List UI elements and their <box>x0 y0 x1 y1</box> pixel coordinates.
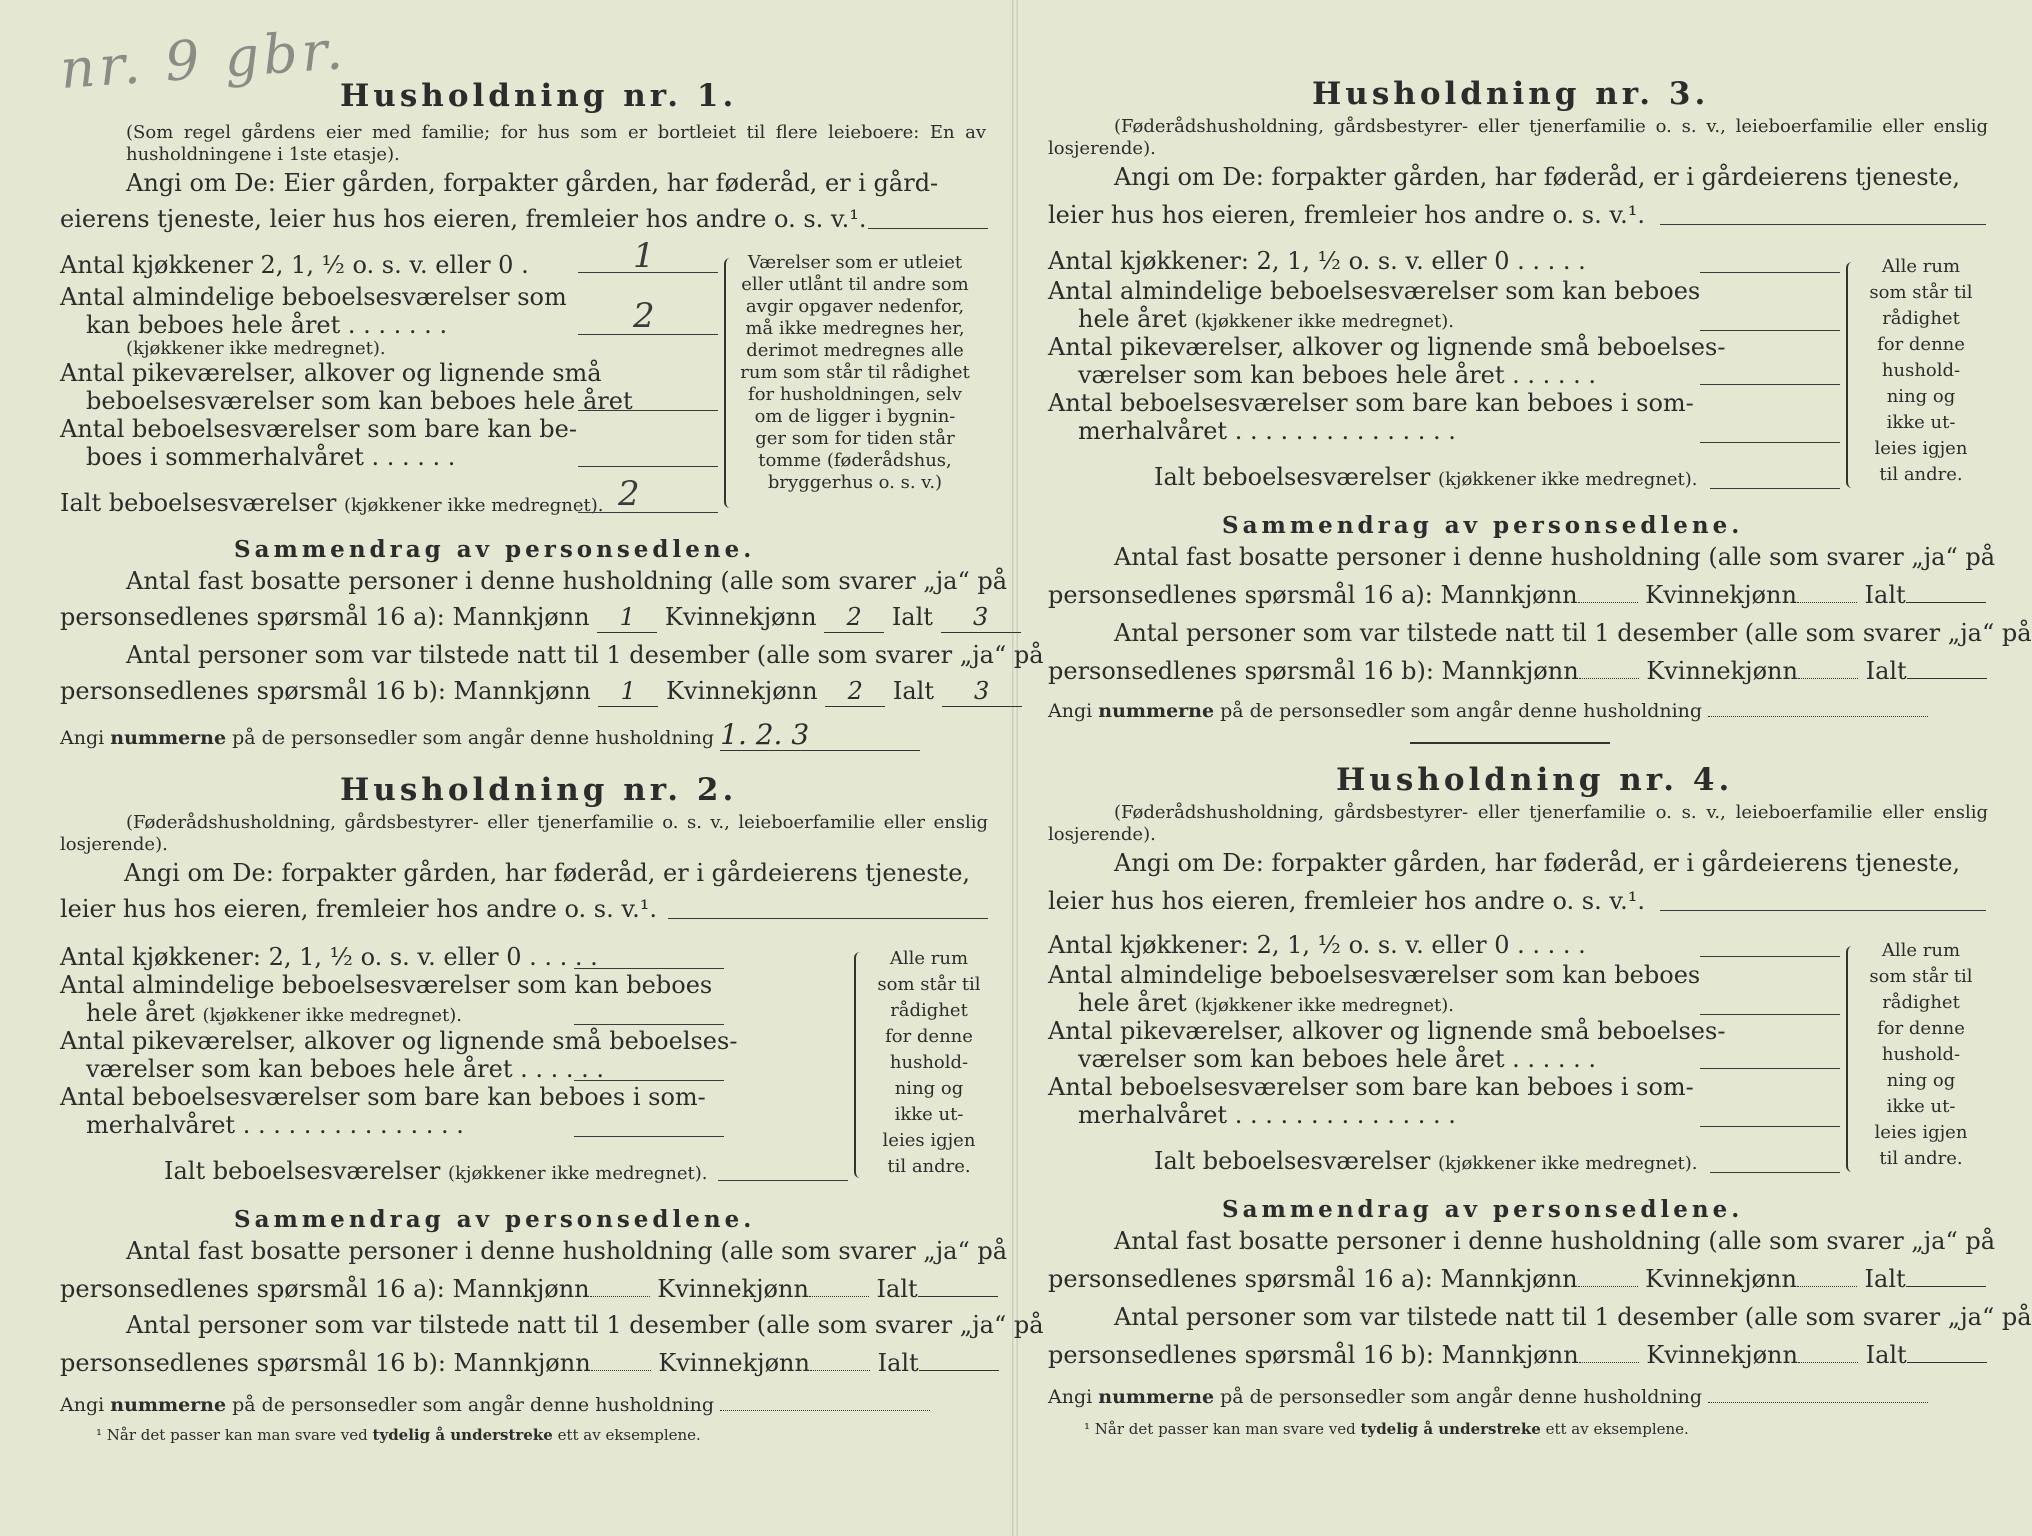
h4-ialt-line <box>1710 1172 1840 1173</box>
h4-side-line: hushold- <box>1881 1044 1961 1065</box>
h4-footnote-post: ett av eksemplene. <box>1545 1420 1689 1438</box>
h3-fast-kvinne-blank <box>1797 602 1857 603</box>
h1-side-line: for husholdningen, selv <box>748 384 962 405</box>
h2-nummer-bold: nummerne <box>110 1394 227 1416</box>
h2-ialt-sub: (kjøkkener ikke medregnet). <box>447 1163 708 1184</box>
h4-pike-line <box>1700 1068 1840 1069</box>
h3-som-label1: Antal beboelsesværelser som bare kan beboes i som- <box>1048 389 1694 417</box>
h1-side-line: må ikke medregnes her, <box>745 318 965 339</box>
h1-tils-kvinne-label: Kvinnekjønn <box>665 677 818 705</box>
h2-sum-title: Sammendrag av personsedlene. <box>234 1206 756 1233</box>
h1-sum-title: Sammendrag av personsedlene. <box>234 536 756 563</box>
h3-side-line: for denne <box>1877 334 1965 355</box>
h3-tils-mann-label: personsedlenes spørsmål 16 b): Mannkjønn <box>1048 657 1579 685</box>
h2-side-line: ning og <box>894 1078 964 1099</box>
h2-kjokken-line <box>574 968 724 969</box>
h2-ialt-text: Ialt beboelsesværelser <box>164 1157 441 1185</box>
h3-fast-ialt-blank <box>1906 602 1986 603</box>
h3-tils-ialt-blank <box>1907 678 1987 679</box>
h3-alm-label1: Antal almindelige beboelsesværelser som kan beboes <box>1048 277 1701 305</box>
h1-brace <box>724 258 738 508</box>
h1-fast-ialt-text: 3 <box>972 603 989 631</box>
h1-tils-mann-text: 1 <box>620 677 636 705</box>
h3-side-line: rådighet <box>1882 308 1960 329</box>
h2-side-line: ikke ut- <box>894 1104 964 1125</box>
h2-nummer-line <box>60 1390 930 1420</box>
h2-angi-line2: leier hus hos eieren, fremleier hos andre o. s. v.¹. <box>60 895 657 923</box>
h4-fast-kvinne-label: Kvinnekjønn <box>1645 1265 1797 1293</box>
h4-alm-sub: (kjøkkener ikke medregnet). <box>1194 995 1455 1016</box>
h4-fast-mann-label: personsedlenes spørsmål 16 a): Mannkjønn <box>1048 1265 1578 1293</box>
h1-som-label2: boes i sommerhalvåret . . . . . . <box>86 443 456 471</box>
h4-tils-line1: Antal personer som var tilstede natt til 1 desember (alle som svarer „ja“ på <box>1114 1303 2032 1331</box>
h2-tils-mann-label: personsedlenes spørsmål 16 b): Mannkjønn <box>60 1349 591 1377</box>
h2-side-line: hushold- <box>889 1052 969 1073</box>
h1-kjokken-value: 1 <box>633 236 655 276</box>
h2-som-label2: merhalvåret . . . . . . . . . . . . . . . <box>86 1111 464 1139</box>
h4-note: (Føderådshusholdning, gårdsbestyrer- eller tjenerfamilie o. s. v., leieboerfamilie eller enslig losjerende). <box>1048 802 1988 845</box>
h1-side-line: rum som står til rådighet <box>740 362 970 383</box>
h4-pike-label1: Antal pikeværelser, alkover og lignende små beboelses- <box>1048 1017 1726 1045</box>
h4-alm-line <box>1700 1014 1840 1015</box>
h3-fast-line2 <box>1048 580 1986 610</box>
h1-tils-kvinne-text: 2 <box>847 677 863 705</box>
h4-nummer-post: på de personsedler som angår denne husholdning <box>1220 1386 1703 1408</box>
h3-ialt-text: Ialt beboelsesværelser <box>1154 463 1431 491</box>
h4-tils-ialt-label: Ialt <box>1865 1341 1907 1369</box>
h2-tils-mann-blank <box>591 1370 651 1371</box>
h3-side-note <box>1866 254 1976 488</box>
h3-side-line: til andre. <box>1879 464 1963 485</box>
h2-side-line: til andre. <box>887 1156 971 1177</box>
h2-kjokken-label: Antal kjøkkener: 2, 1, ½ o. s. v. eller 0 . . . . . <box>60 943 598 971</box>
h4-sum-title: Sammendrag av personsedlene. <box>1222 1196 1744 1223</box>
h1-som-line <box>578 466 718 467</box>
h2-note: (Føderådshusholdning, gårdsbestyrer- eller tjenerfamilie o. s. v., leieboerfamilie eller enslig losjerende). <box>60 812 988 855</box>
h1-nummer-pre: Angi <box>60 727 105 749</box>
h3-fast-mann-label: personsedlenes spørsmål 16 a): Mannkjønn <box>1048 581 1578 609</box>
h3-nummer-post: på de personsedler som angår denne husholdning <box>1220 700 1703 722</box>
h2-fast-line2 <box>60 1274 998 1304</box>
h1-fast-mann-label: personsedlenes spørsmål 16 a): Mannkjønn <box>60 603 590 631</box>
h2-pike-line <box>574 1080 724 1081</box>
h2-alm-sub: (kjøkkener ikke medregnet). <box>202 1005 463 1026</box>
h4-side-line: ikke ut- <box>1886 1096 1956 1117</box>
h1-nummer-value <box>720 720 920 751</box>
h4-fast-ialt-blank <box>1906 1286 1986 1287</box>
h1-ialt-label <box>60 488 604 521</box>
h3-tils-kvinne-blank <box>1798 678 1858 679</box>
h1-som-label1: Antal beboelsesværelser som bare kan be- <box>60 415 577 443</box>
h4-footnote-pre: ¹ Når det passer kan man svare ved <box>1084 1420 1356 1438</box>
h1-alm-value: 2 <box>633 296 655 336</box>
h2-alm-label1: Antal almindelige beboelsesværelser som kan beboes <box>60 971 713 999</box>
h3-alm-text: hele året <box>1078 305 1187 333</box>
h4-side-line: rådighet <box>1882 992 1960 1013</box>
h2-fast-mann-label: personsedlenes spørsmål 16 a): Mannkjønn <box>60 1275 590 1303</box>
h1-side-line: Værelser som er utleiet <box>747 252 963 273</box>
h1-tils-ialt-text: 3 <box>973 677 990 705</box>
h2-alm-text: hele året <box>86 999 195 1027</box>
h1-alm-label3: (kjøkkener ikke medregnet). <box>126 338 386 359</box>
h3-nummer-line <box>1048 696 1928 726</box>
h2-tils-ialt-label: Ialt <box>877 1349 919 1377</box>
h2-fast-kvinne-blank <box>809 1296 869 1297</box>
h2-angi-line1: Angi om De: forpakter gården, har føderåd, er i gårdeierens tjeneste, <box>124 859 971 887</box>
h4-angi-line1: Angi om De: forpakter gården, har føderåd, er i gårdeierens tjeneste, <box>1114 849 1961 877</box>
h3-side-line: leies igjen <box>1874 438 1968 459</box>
h1-ialt-line <box>578 512 718 513</box>
h2-nummer-post: på de personsedler som angår denne husholdning <box>232 1394 715 1416</box>
h1-tils-kvinne-value <box>825 676 885 707</box>
h1-alm-label1: Antal almindelige beboelsesværelser som <box>60 283 567 311</box>
h4-ialt-label <box>1154 1146 1698 1179</box>
h4-tils-ialt-blank <box>1907 1362 1987 1363</box>
h3-tils-line2 <box>1048 656 1987 686</box>
h1-tils-line1: Antal personer som var tilstede natt til 1 desember (alle som svarer „ja“ på <box>126 641 1044 669</box>
h3-som-line <box>1700 442 1840 443</box>
h4-pike-label2: værelser som kan beboes hele året . . . . . . <box>1078 1045 1597 1073</box>
h2-side-note <box>874 946 984 1180</box>
h2-title: Husholdning nr. 2. <box>340 772 738 808</box>
h3-alm-sub: (kjøkkener ikke medregnet). <box>1194 311 1455 332</box>
h3-ialt-line <box>1710 488 1840 489</box>
h4-footnote-bold: tydelig å understreke <box>1360 1420 1541 1438</box>
h3-nummer-blank <box>1708 716 1928 717</box>
h3-nummer-bold: nummerne <box>1098 700 1215 722</box>
h2-tils-line2 <box>60 1348 999 1378</box>
h3-side-line: ikke ut- <box>1886 412 1956 433</box>
h4-fast-kvinne-blank <box>1797 1286 1857 1287</box>
h1-angi-line2: eierens tjeneste, leier hus hos eieren, fremleier hos andre o. s. v.¹. <box>60 205 867 233</box>
h3-angi-answer-line <box>1660 224 1986 225</box>
h4-fast-line2 <box>1048 1264 1986 1294</box>
h4-side-line: til andre. <box>1879 1148 1963 1169</box>
h2-footnote-post: ett av eksemplene. <box>557 1426 701 1444</box>
h1-fast-line2 <box>60 602 1021 633</box>
h3-fast-mann-blank <box>1578 602 1638 603</box>
h2-fast-kvinne-label: Kvinnekjønn <box>657 1275 809 1303</box>
h4-fast-ialt-label: Ialt <box>1864 1265 1906 1293</box>
h2-fast-ialt-label: Ialt <box>876 1275 918 1303</box>
h2-tils-kvinne-blank <box>810 1370 870 1371</box>
h4-angi-line2: leier hus hos eieren, fremleier hos andre o. s. v.¹. <box>1048 887 1645 915</box>
h4-ialt-sub: (kjøkkener ikke medregnet). <box>1437 1153 1698 1174</box>
h2-footnote-bold: tydelig å understreke <box>372 1426 553 1444</box>
h3-pike-label1: Antal pikeværelser, alkover og lignende små beboelses- <box>1048 333 1726 361</box>
h3-ialt-sub: (kjøkkener ikke medregnet). <box>1437 469 1698 490</box>
h2-side-line: for denne <box>885 1026 973 1047</box>
h4-footnote <box>1084 1420 1689 1438</box>
h4-kjokken-line <box>1700 956 1840 957</box>
h4-side-line: for denne <box>1877 1018 1965 1039</box>
h1-fast-kvinne-value <box>824 602 884 633</box>
h4-nummer-line <box>1048 1382 1928 1412</box>
h2-som-label1: Antal beboelsesværelser som bare kan beboes i som- <box>60 1083 706 1111</box>
h3-pike-label2: værelser som kan beboes hele året . . . . . . <box>1078 361 1597 389</box>
h4-tils-mann-label: personsedlenes spørsmål 16 b): Mannkjønn <box>1048 1341 1579 1369</box>
h3-som-label2: merhalvåret . . . . . . . . . . . . . . . <box>1078 417 1456 445</box>
h1-fast-mann-value <box>597 602 657 633</box>
h2-side-line: rådighet <box>890 1000 968 1021</box>
h4-som-line <box>1700 1126 1840 1127</box>
h1-ialt-text: Ialt beboelsesværelser <box>60 489 337 517</box>
h3-title: Husholdning nr. 3. <box>1312 76 1710 112</box>
h4-title: Husholdning nr. 4. <box>1336 762 1734 798</box>
h4-alm-text: hele året <box>1078 989 1187 1017</box>
h3-kjokken-label: Antal kjøkkener: 2, 1, ½ o. s. v. eller 0 . . . . . <box>1048 247 1586 275</box>
h3-note: (Føderådshusholdning, gårdsbestyrer- eller tjenerfamilie o. s. v., leieboerfamilie eller enslig losjerende). <box>1048 116 1988 159</box>
h1-fast-kvinne-text: 2 <box>846 603 862 631</box>
left-page <box>18 0 1044 1536</box>
h1-fast-kvinne-label: Kvinnekjønn <box>664 603 817 631</box>
h2-footnote-pre: ¹ Når det passer kan man svare ved <box>96 1426 368 1444</box>
h1-ialt-value: 2 <box>618 474 640 514</box>
h4-som-label2: merhalvåret . . . . . . . . . . . . . . . <box>1078 1101 1456 1129</box>
h2-fast-mann-blank <box>590 1296 650 1297</box>
h1-pike-line <box>578 410 718 411</box>
h2-fast-ialt-blank <box>918 1296 998 1297</box>
h3-fast-kvinne-label: Kvinnekjønn <box>1645 581 1797 609</box>
h2-brace <box>854 952 868 1178</box>
h4-side-note <box>1866 938 1976 1172</box>
h2-pike-label1: Antal pikeværelser, alkover og lignende små beboelses- <box>60 1027 738 1055</box>
handwritten-scribble: nr. 9 gbr. <box>58 18 349 101</box>
h4-nummer-pre: Angi <box>1048 1386 1093 1408</box>
h1-pike-label2: beboelsesværelser som kan beboes hele året <box>86 387 633 415</box>
h2-side-line: leies igjen <box>882 1130 976 1151</box>
h4-tils-line2 <box>1048 1340 1987 1370</box>
h2-nummer-blank <box>720 1410 930 1411</box>
h2-side-line: som står til <box>877 974 981 995</box>
h4-brace <box>1846 946 1860 1172</box>
h4-fast-line1: Antal fast bosatte personer i denne husholdning (alle som svarer „ja“ på <box>1114 1227 1996 1255</box>
h4-nummer-blank <box>1708 1402 1928 1403</box>
h3-angi-line2: leier hus hos eieren, fremleier hos andre o. s. v.¹. <box>1048 201 1645 229</box>
h1-title: Husholdning nr. 1. <box>340 78 738 114</box>
h3-fast-ialt-label: Ialt <box>1864 581 1906 609</box>
h3-angi-line1: Angi om De: forpakter gården, har føderåd, er i gårdeierens tjeneste, <box>1114 163 1961 191</box>
h3-tils-mann-blank <box>1579 678 1639 679</box>
h4-angi-answer-line <box>1660 910 1986 911</box>
section-divider <box>1410 742 1610 744</box>
h3-brace <box>1846 262 1860 488</box>
h1-side-line: tomme (føderådshus, <box>758 450 952 471</box>
h1-note: (Som regel gårdens eier med familie; for hus som er bortleiet til flere leieboere: En av husholdningene i 1ste etasje). <box>126 122 986 165</box>
h1-side-line: ger som for tiden står <box>755 428 955 449</box>
h2-alm-line <box>574 1024 724 1025</box>
h4-ialt-text: Ialt beboelsesværelser <box>1154 1147 1431 1175</box>
h3-sum-title: Sammendrag av personsedlene. <box>1222 512 1744 539</box>
h1-side-line: eller utlånt til andre som <box>741 274 969 295</box>
h3-fast-line1: Antal fast bosatte personer i denne husholdning (alle som svarer „ja“ på <box>1114 543 1996 571</box>
h4-side-line: ning og <box>1886 1070 1956 1091</box>
h1-alm-label2: kan beboes hele året . . . . . . . <box>86 311 448 339</box>
h1-fast-mann-text: 1 <box>619 603 635 631</box>
h1-nummer-bold: nummerne <box>110 727 227 749</box>
h4-tils-kvinne-label: Kvinnekjønn <box>1646 1341 1798 1369</box>
h2-tils-line1: Antal personer som var tilstede natt til 1 desember (alle som svarer „ja“ på <box>126 1311 1044 1339</box>
h3-pike-line <box>1700 384 1840 385</box>
h2-side-line: Alle rum <box>889 948 969 969</box>
h1-side-note <box>740 252 970 494</box>
h1-angi-line1: Angi om De: Eier gården, forpakter gården, har føderåd, er i gård- <box>126 169 939 197</box>
h2-tils-ialt-blank <box>919 1370 999 1371</box>
h1-fast-ialt-value <box>941 602 1021 633</box>
h3-ialt-label <box>1154 462 1698 495</box>
h1-tils-ialt-label: Ialt <box>892 677 934 705</box>
h1-tils-mann-value <box>598 676 658 707</box>
h2-footnote <box>96 1426 701 1444</box>
h4-tils-mann-blank <box>1579 1362 1639 1363</box>
h3-side-line: ning og <box>1886 386 1956 407</box>
h1-ialt-sub: (kjøkkener ikke medregnet). <box>343 495 604 516</box>
h1-fast-line1: Antal fast bosatte personer i denne husholdning (alle som svarer „ja“ på <box>126 567 1008 595</box>
right-page <box>1010 0 2032 1536</box>
h2-pike-label2: værelser som kan beboes hele året . . . . . . <box>86 1055 605 1083</box>
h3-side-line: som står til <box>1869 282 1973 303</box>
h2-ialt-line <box>718 1180 848 1181</box>
h3-nummer-pre: Angi <box>1048 700 1093 722</box>
h3-alm-line <box>1700 330 1840 331</box>
h2-fast-line1: Antal fast bosatte personer i denne husholdning (alle som svarer „ja“ på <box>126 1237 1008 1265</box>
h1-nummer-line <box>60 720 920 753</box>
h3-tils-kvinne-label: Kvinnekjønn <box>1646 657 1798 685</box>
h4-nummer-bold: nummerne <box>1098 1386 1215 1408</box>
h3-tils-line1: Antal personer som var tilstede natt til 1 desember (alle som svarer „ja“ på <box>1114 619 2032 647</box>
h3-kjokken-line <box>1700 272 1840 273</box>
h1-side-line: bryggerhus o. s. v.) <box>767 472 943 493</box>
h1-tils-line2 <box>60 676 1022 707</box>
h3-tils-ialt-label: Ialt <box>1865 657 1907 685</box>
h1-fast-ialt-label: Ialt <box>891 603 933 631</box>
h2-angi-answer-line <box>668 918 988 919</box>
h2-tils-kvinne-label: Kvinnekjønn <box>658 1349 810 1377</box>
h4-side-line: Alle rum <box>1881 940 1961 961</box>
h3-side-line: hushold- <box>1881 360 1961 381</box>
h4-tils-kvinne-blank <box>1798 1362 1858 1363</box>
h4-side-line: leies igjen <box>1874 1122 1968 1143</box>
h4-side-line: som står til <box>1869 966 1973 987</box>
h1-side-line: derimot medregnes alle <box>746 340 964 361</box>
h1-nummer-post: på de personsedler som angår denne husholdning <box>232 727 715 749</box>
h1-kjokken-label: Antal kjøkkener 2, 1, ½ o. s. v. eller 0 . <box>60 251 529 279</box>
h2-ialt-label <box>164 1156 708 1189</box>
h1-side-line: avgir opgaver nedenfor, <box>745 296 965 317</box>
h1-side-line: om de ligger i bygnin- <box>754 406 956 427</box>
h1-nummer-value-text: 1. 2. 3 <box>720 718 810 751</box>
h4-alm-label1: Antal almindelige beboelsesværelser som kan beboes <box>1048 961 1701 989</box>
h4-som-label1: Antal beboelsesværelser som bare kan beboes i som- <box>1048 1073 1694 1101</box>
h4-kjokken-label: Antal kjøkkener: 2, 1, ½ o. s. v. eller 0 . . . . . <box>1048 931 1586 959</box>
h3-side-line: Alle rum <box>1881 256 1961 277</box>
h2-som-line <box>574 1136 724 1137</box>
h2-nummer-pre: Angi <box>60 1394 105 1416</box>
h1-tils-mann-label: personsedlenes spørsmål 16 b): Mannkjønn <box>60 677 591 705</box>
h4-fast-mann-blank <box>1578 1286 1638 1287</box>
h1-angi-answer-line <box>868 228 988 229</box>
h1-pike-label1: Antal pikeværelser, alkover og lignende små <box>60 359 602 387</box>
